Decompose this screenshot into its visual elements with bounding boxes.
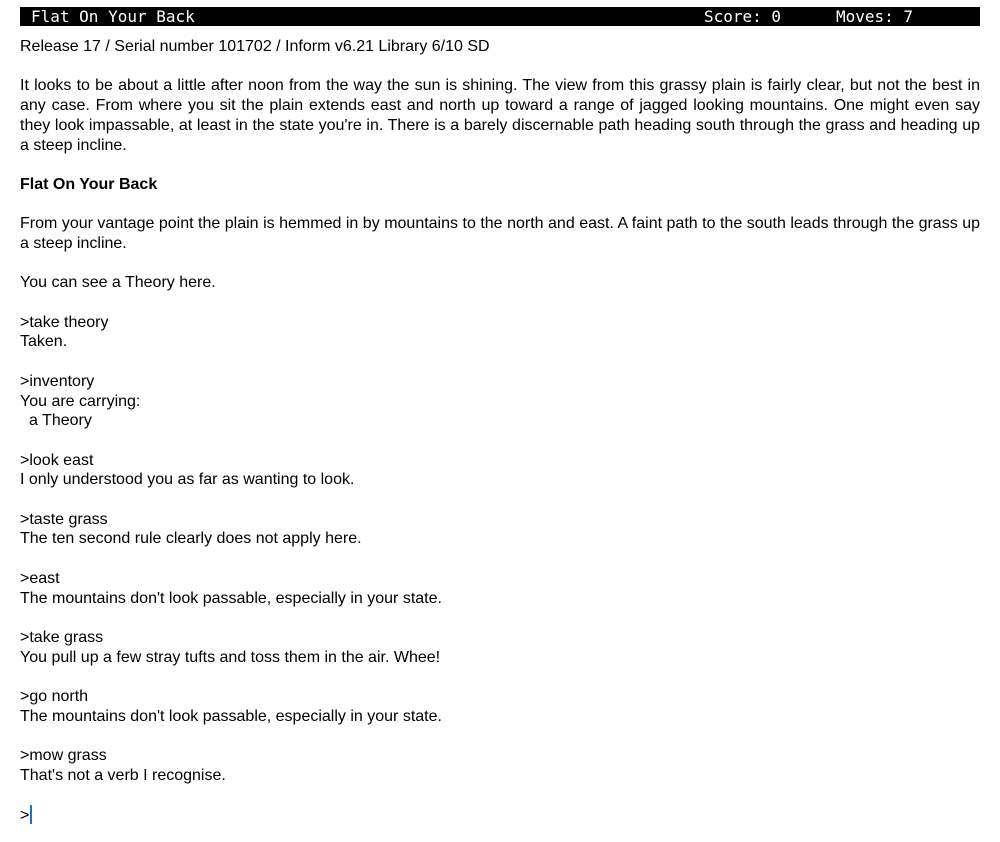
game-response: Taken. xyxy=(20,333,68,351)
room-description: From your vantage point the plain is hemmed in by mountains to the north and east. A faint path to the south leads through the grass up a steep incline. xyxy=(20,215,980,252)
status-score: Score: 0 xyxy=(704,7,782,26)
game-response: That's not a verb I recognise. xyxy=(20,766,226,784)
game-response: The mountains don't look passable, especially in your state. xyxy=(20,707,442,725)
room-objects: You can see a Theory here. xyxy=(20,274,216,292)
game-response: The mountains don't look passable, especially in your state. xyxy=(20,589,442,607)
turn xyxy=(20,569,980,608)
game-response: You pull up a few stray tufts and toss them in the air. Whee! xyxy=(20,648,441,666)
player-command: >mow grass xyxy=(20,747,107,765)
game-transcript xyxy=(20,37,980,826)
text-cursor xyxy=(30,805,32,824)
turn xyxy=(20,746,980,785)
turn xyxy=(20,687,980,726)
player-command: >take grass xyxy=(20,628,104,646)
game-response: The ten second rule clearly does not apply here. xyxy=(20,530,362,548)
command-input[interactable] xyxy=(20,805,980,826)
turn xyxy=(20,451,980,490)
turn xyxy=(20,372,980,431)
release-banner: Release 17 / Serial number 101702 / Inform v6.21 Library 6/10 SD xyxy=(20,38,490,55)
player-command: >inventory xyxy=(20,372,95,390)
player-command: >take theory xyxy=(20,313,109,331)
inventory-item: a Theory xyxy=(29,412,92,430)
turn xyxy=(20,510,980,549)
player-command: >go north xyxy=(20,688,89,706)
intro-text: It looks to be about a little after noon from the way the sun is shining. The view from this grassy plain is fairly clear, but not the best in any case. From where you sit the plain extends east and north up toward a range of jagged looking mountains. One might even say they look impassable, at least in the state you're in. There is a barely discernable path heading south through the grass and heading up a steep incline. xyxy=(20,77,980,154)
status-bar xyxy=(20,7,980,26)
player-command: >east xyxy=(20,569,60,587)
status-moves: Moves: 7 xyxy=(836,7,914,26)
turn xyxy=(20,628,980,667)
player-command: >look east xyxy=(20,451,94,469)
game-response: You are carrying: xyxy=(20,392,141,410)
command-prompt: > xyxy=(20,807,30,825)
status-location: Flat On Your Back xyxy=(31,7,195,26)
player-command: >taste grass xyxy=(20,510,108,528)
game-response: I only understood you as far as wanting to look. xyxy=(20,471,355,489)
room-title: Flat On Your Back xyxy=(20,175,158,193)
turn xyxy=(20,313,980,352)
